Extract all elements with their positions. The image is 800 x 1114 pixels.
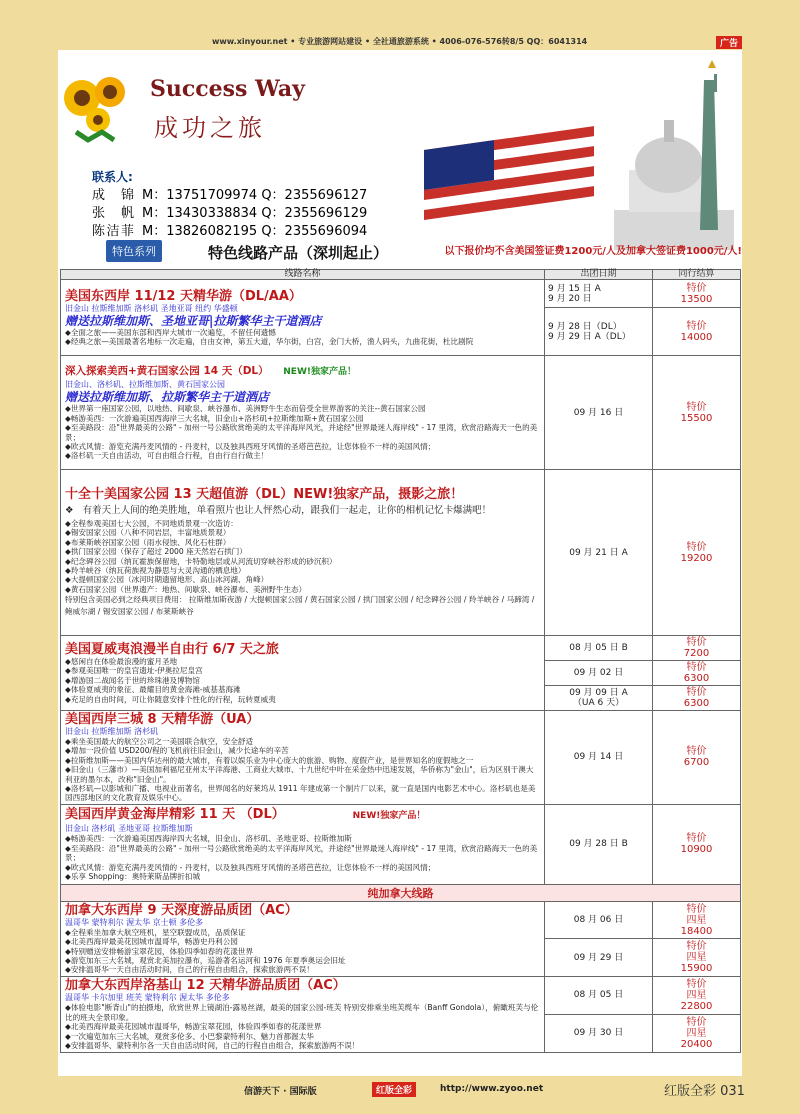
- route-bullet: ◆纪念碑谷公园（纳瓦霍族保留地，卡特勒地层或从河流切穿峡谷形成的砂沉积）: [65, 556, 337, 566]
- date-line: 9 月 15 日 A: [548, 283, 601, 294]
- route-title-text: 美国西岸黄金海岸精彩 11 天 （DL）: [65, 807, 285, 823]
- route-bullet: ◆拉斯维加斯——美国内华达州的最大城市，有着以娱乐业为中心庞大的旅游、购物、度假产业，是世界知名的度假地之一: [65, 755, 474, 765]
- route-bullet: ◆锡安国家公园（八种不同岩层，丰富地质景观）: [65, 528, 231, 538]
- route-bullet: ◆欧式风情：游览充满丹麦风情的 - 丹麦村，以及独具西班牙风情的圣塔芭芭拉，让您体验不一样的美国风情；: [65, 441, 436, 451]
- brand-chinese: 成功之旅: [154, 114, 266, 142]
- col-header-route: 线路名称: [61, 270, 545, 280]
- table-row: [61, 711, 741, 805]
- departure-date: 09 月 28 日 B: [545, 804, 653, 884]
- section-row: [61, 884, 741, 901]
- route-bullet: ◆悠闲自在体验最浪漫的蜜月圣地: [65, 656, 178, 666]
- route-bullet: ◆羚羊峡谷（纳瓦荷族视为静思与大灵沟通的栖息地）: [65, 565, 246, 575]
- route-bullet: ◆全程乘坐加拿大航空班机，星空联盟成员，品质保证: [65, 927, 246, 937]
- price-label: 特价: [686, 833, 707, 845]
- route-bullet: 特别包含美国必到之经典项目费用： 拉斯维加斯夜游 / 大提顿国家公园 / 黄石国家公园 / 拱门国家公园 / 纪念碑谷公园 / 羚羊峡谷 / 马蹄湾 / 鲍威尔湖 / 锡安国家公园 / 布莱斯峡谷: [65, 595, 535, 617]
- top-banner: [0, 0, 800, 49]
- canada-section-title: 纯加拿大线路: [61, 884, 741, 901]
- route-bullet: ◆增游国二战闻名于世的珍珠港及博物馆: [65, 675, 200, 685]
- route-description: [61, 804, 545, 884]
- price-value: 18400: [680, 925, 713, 937]
- price-label: 特价: [686, 320, 707, 332]
- route-bullet: ◆北美西海岸最美花园城市温哥华，畅游史丹利公园: [65, 937, 238, 947]
- contact-line: [92, 184, 367, 203]
- date-line: 9 月 28 日（DL）: [548, 321, 622, 332]
- price-cell: [653, 470, 741, 636]
- departure-date: 09 月 02 日: [545, 661, 653, 686]
- departure-date: 08 月 05 日: [545, 976, 653, 1014]
- date-line: 09 月 09 日 A: [569, 688, 628, 698]
- table-row: [61, 976, 741, 1014]
- route-description: [61, 901, 545, 976]
- price-value: 22800: [680, 1000, 713, 1012]
- route-description: [61, 976, 545, 1052]
- price-cell: [653, 686, 741, 711]
- series-title: 特色线路产品（深圳起止）: [208, 244, 389, 262]
- route-cities: 旧金山、洛杉矶、拉斯维加斯、黄石国家公园: [65, 380, 225, 390]
- route-title: 美国夏威夷浪漫半自由行 6/7 天之旅: [65, 641, 279, 657]
- route-bullet: ◆安排温哥华一天自由活动时间，自己的行程自由组合，探索旅游两不误！: [65, 965, 314, 975]
- route-bullet: ◆乘坐美国最大的航空公司之一美国联合航空，安全舒适: [65, 737, 254, 746]
- header: [58, 50, 742, 268]
- route-bullet: ◆拱门国家公园（保存了超过 2000 座天然岩石拱门）: [65, 547, 247, 557]
- departure-date: 09 月 16 日: [545, 356, 653, 470]
- price-label: 特价: [686, 637, 707, 648]
- date-line: 9 月 20 日: [548, 293, 592, 304]
- route-cities: 旧金山 洛杉矶 圣地亚哥 拉斯维加斯: [65, 824, 193, 834]
- route-bullet: ◆全程参观美国七大公园，不同地质景观一次造访：: [65, 518, 238, 528]
- contact-phone: M：13826082195 Q：2355696094: [142, 224, 368, 239]
- price-cell: [653, 636, 741, 661]
- route-description: [61, 711, 545, 805]
- routes-table: [60, 269, 741, 1053]
- route-bullet: ◆体验电影"断背山"的拍摄地，欣赏世界上镜湖泊-露易丝湖，最美的国家公园-班芙 特别安排乘坐班芙缆车（Banff Gondola），俯瞰班芙与伦比的班夫全景印象。: [65, 1003, 539, 1022]
- price-label: 特价: [686, 282, 707, 294]
- departure-date: [545, 280, 653, 308]
- price-label: 特价: [686, 687, 707, 698]
- price-cell: [653, 939, 741, 977]
- contact-line: [92, 220, 367, 239]
- route-bullet: ◆布莱斯峡谷国家公园（雨水侵蚀、风化石柱群）: [65, 537, 231, 547]
- departure-date: 09 月 21 日 A: [545, 470, 653, 636]
- route-bullet: ◆至美路段：沿"世界最美的公路" - 加州一号公路欣赏绝美的太平洋海岸风光，并途经"世界最迷人海岸线" - 17 里湾，欣赏沿路海天一色的美景；: [65, 423, 538, 442]
- price-cell: [653, 1014, 741, 1052]
- price-value: 10900: [680, 844, 713, 856]
- route-bullet: ◆畅游美西：一次游遍美国西海岸四大名城，旧金山、洛杉矶、圣地亚哥、拉斯维加斯: [65, 834, 352, 844]
- table-row: [61, 901, 741, 939]
- route-bullet: ◆全面之旅——美国东部和西岸大城市一次遍览，不留任何遗憾: [65, 327, 276, 337]
- price-value: 15900: [680, 963, 713, 975]
- series-bar: [58, 238, 742, 268]
- departure-date: 09 月 14 日: [545, 711, 653, 805]
- contact-name: 陈洁菲: [92, 224, 134, 239]
- price-label: 特价: [686, 978, 707, 990]
- route-bullet: ◆旧金山（三藩市）—美国加利福尼亚州太平洋海港、工商业大城市、十九世纪中叶在采金热中迅速发展，华侨称为"金山"，后为区别于澳大利亚的墨尔本，改称"旧金山"。: [65, 765, 534, 784]
- contacts-title: 联系人:: [92, 170, 133, 184]
- table-row: [61, 470, 741, 636]
- route-title: [65, 807, 540, 824]
- new-badge: NEW!独家产品！: [352, 811, 426, 822]
- contact-phone: M：13430338834 Q：2355696129: [142, 206, 368, 221]
- price-cell: [653, 901, 741, 939]
- route-bullet: ◆游览加东三大名城，观赏北美加拉瀑布，巡游著名运河和 1976 年夏季奥运会旧址: [65, 956, 346, 966]
- departure-date: 09 月 29 日: [545, 939, 653, 977]
- visa-note: 以下报价均不含美国签证费1200元/人及加拿大签证费1000元/人!: [444, 246, 742, 257]
- contact-name: 张帆: [92, 206, 134, 221]
- date-line: 9 月 29 日 A（DL）: [548, 331, 631, 342]
- price-value: 20400: [680, 1038, 713, 1050]
- route-title: 美国西岸三城 8 天精华游（UA）: [65, 712, 260, 727]
- price-cell: [653, 356, 741, 470]
- route-intro-text: 有着天上人间的绝美胜地，单看照片也让人怦然心动，跟我们一起走，让你的相机记忆卡爆满吧！: [82, 504, 492, 516]
- route-bullet: ◆充足的自由时间，可让你随意安排个性化的行程，玩转夏威夷: [65, 694, 276, 704]
- col-header-date: 出团日期: [545, 270, 653, 280]
- price-value: 6300: [683, 698, 710, 709]
- footer-brand: 信游天下 · 国际版: [244, 1087, 317, 1097]
- ad-badge: 广告: [716, 36, 742, 49]
- table-row: [61, 636, 741, 661]
- price-value: 19200: [680, 552, 713, 564]
- price-value: 13500: [680, 293, 713, 305]
- price-label: 特价: [686, 1016, 707, 1028]
- route-title: 加拿大东西岸 9 天深度游品质团（AC）: [65, 902, 298, 918]
- route-gift: 赠送拉斯维加斯、圣地亚哥|拉斯繁华主干道酒店: [65, 313, 322, 328]
- route-title: 加拿大东西岸洛基山 12 天精华游品质团（AC）: [65, 978, 346, 994]
- route-bullet: ◆畅游美西：一次游遍美国西海岸三大名城，旧金山+洛杉矶+拉斯维加斯+黄石国家公园: [65, 413, 364, 423]
- star-label: 四星: [686, 989, 707, 1001]
- departure-date: 08 月 05 日 B: [545, 636, 653, 661]
- route-bullet: ◆至美路段：沿"世界最美的公路" - 加州一号公路欣赏绝美的太平洋海岸风光，并途经"世界最迷人海岸线" - 17 里湾，欣赏沿路海天一色的美景；: [65, 843, 538, 863]
- route-gift: 赠送拉斯维加斯、拉斯繁华主干道酒店: [65, 390, 270, 405]
- departure-date: 08 月 06 日: [545, 901, 653, 939]
- price-label: 特价: [686, 746, 707, 758]
- price-cell: [653, 661, 741, 686]
- route-bullet: ◆特别赠送安排畅游宝翠花园，体验四季如春的花漾世界: [65, 946, 254, 956]
- price-cell: [653, 308, 741, 356]
- price-cell: [653, 804, 741, 884]
- table-header-row: [61, 270, 741, 280]
- route-cities: 温哥华 卡尔加里 班芙 蒙特利尔 渥太华 多伦多: [65, 993, 230, 1003]
- route-bullet: ◆大提顿国家公园（冰河时期遗留地形、高山冰河湖、角峰）: [65, 575, 269, 585]
- date-line: （UA 6 天）: [572, 698, 625, 708]
- route-bullet: ◆黄石国家公园（世界遗产：地热、间歇泉、峡谷瀑布、美洲野牛生态）: [65, 584, 307, 594]
- price-value: 6700: [683, 757, 710, 769]
- price-cell: [653, 280, 741, 308]
- page-number: 红版全彩 031: [664, 1084, 745, 1099]
- route-bullet: ◆一次遍览加东三大名城，观赏多伦多、小巴黎蒙特利尔、魅力首都渥太华: [65, 1031, 314, 1041]
- footer: [0, 1078, 800, 1114]
- route-description: [61, 280, 545, 356]
- series-tag: 特色系列: [106, 240, 162, 262]
- route-title: 美国东西岸 11/12 天精华游（DL/AA）: [65, 288, 302, 304]
- price-value: 15500: [680, 412, 713, 424]
- footer-badge: 红版全彩: [372, 1082, 416, 1097]
- contact-phone: M：13751709974 Q：2355696127: [142, 188, 368, 203]
- route-bullet: ◆参观美国唯一的皇宫遗址-伊奥拉尼皇宫: [65, 666, 203, 676]
- site-info: www.xinyour.net • 专业旅游网站建设 • 全社通旅游系统 • 4006-076-576转8/5 QQ：6041314: [212, 37, 588, 46]
- route-bullet: ◆北美西海岸最美花园城市温哥华，畅游宝翠花园，体验四季如春的花漾世界: [65, 1022, 322, 1032]
- sunflower-logo-icon: [58, 70, 138, 150]
- brand-english: Success Way: [150, 76, 305, 102]
- route-bullet: ◆增加一段价值 USD200/程的飞机前往旧金山，减少长途车的辛苦: [65, 746, 289, 756]
- table-row: [61, 280, 741, 308]
- route-cities: 旧金山 拉斯维加斯 洛杉矶: [65, 727, 159, 736]
- route-bullet: ◆乐享 Shopping：奥特莱斯品牌折扣城: [65, 871, 201, 881]
- departure-date: 09 月 30 日: [545, 1014, 653, 1052]
- new-badge: NEW!独家产品！: [283, 367, 356, 378]
- route-description: [61, 356, 545, 470]
- price-value: 7200: [683, 648, 710, 659]
- star-label: 四星: [686, 1027, 707, 1039]
- page-sheet: [58, 50, 742, 1076]
- price-cell: [653, 976, 741, 1014]
- usa-landmarks-illustration-icon: [414, 60, 742, 250]
- star-label: 四星: [686, 952, 707, 964]
- price-label: 特价: [686, 541, 707, 553]
- route-title: 十全十美国家公园 13 天超值游（DL）NEW!独家产品，摄影之旅！: [65, 486, 464, 502]
- footer-url[interactable]: http://www.zyoo.net: [440, 1084, 544, 1094]
- departure-date: [545, 686, 653, 711]
- price-value: 14000: [680, 331, 713, 343]
- price-label: 特价: [686, 941, 707, 953]
- route-cities: 旧金山 拉斯维加斯 洛杉矶 圣地亚哥 纽约 华盛顿: [65, 303, 238, 313]
- price-label: 特价: [686, 401, 707, 413]
- departure-date: [545, 308, 653, 356]
- route-description: [61, 636, 545, 711]
- contact-name: 成锦: [92, 188, 134, 203]
- table-row: [61, 804, 741, 884]
- col-header-price: 同行结算: [653, 270, 741, 280]
- star-label: 四星: [686, 914, 707, 926]
- route-bullet: ◆体验夏威夷的象征、最耀目的黄金海滩-威基基海滩: [65, 685, 241, 695]
- route-intro: ❖ 有着天上人间的绝美胜地，单看照片也让人怦然心动，跟我们一起走，让你的相机记忆卡爆满吧！: [65, 504, 492, 516]
- route-bullet: ◆经典之旅—美国最著名地标一次走遍，自由女神，第五大道，华尔街，白宫，金门大桥，渔人码头，九曲花街，杜比剧院: [65, 337, 474, 346]
- route-cities: 温哥华 蒙特利尔 渥太华 京士顿 多伦多: [65, 917, 204, 927]
- table-row: [61, 356, 741, 470]
- route-title: [65, 364, 540, 380]
- price-value: 6300: [683, 673, 710, 684]
- route-bullet: ◆洛杉矶一天自由活动，可自由组合行程，自由行自行做主！: [65, 451, 269, 461]
- contact-line: [92, 202, 367, 221]
- route-title-text: 深入探索美西+黄石国家公园 14 天（DL）: [65, 365, 269, 378]
- price-cell: [653, 711, 741, 805]
- price-label: 特价: [686, 662, 707, 673]
- route-bullet: ◆安排温哥华、蒙特利尔各一天自由活动时间，自己的行程自由组合，探索旅游两不误！: [65, 1040, 360, 1050]
- route-bullet: ◆世界第一座国家公园，以地热、间歇泉、峡谷瀑布、美洲野牛生态而倍受全世界游客的关注--黄石国家公园: [65, 404, 426, 414]
- price-label: 特价: [686, 903, 707, 915]
- route-bullet: ◆洛杉矶—以影城和广播、电视业而著名，世界闻名的好莱坞从 1911 年建成第一个制片厂以来，就一直是国内电影艺术中心。洛杉矶也是美国西部地区的文化教育及娱乐中心。: [65, 784, 536, 803]
- route-bullet: ◆欧式风情：游览充满丹麦风情的 - 丹麦村，以及独具西班牙风情的圣塔芭芭拉，让您体验不一样的美国风情；: [65, 862, 436, 872]
- route-description: [61, 470, 545, 636]
